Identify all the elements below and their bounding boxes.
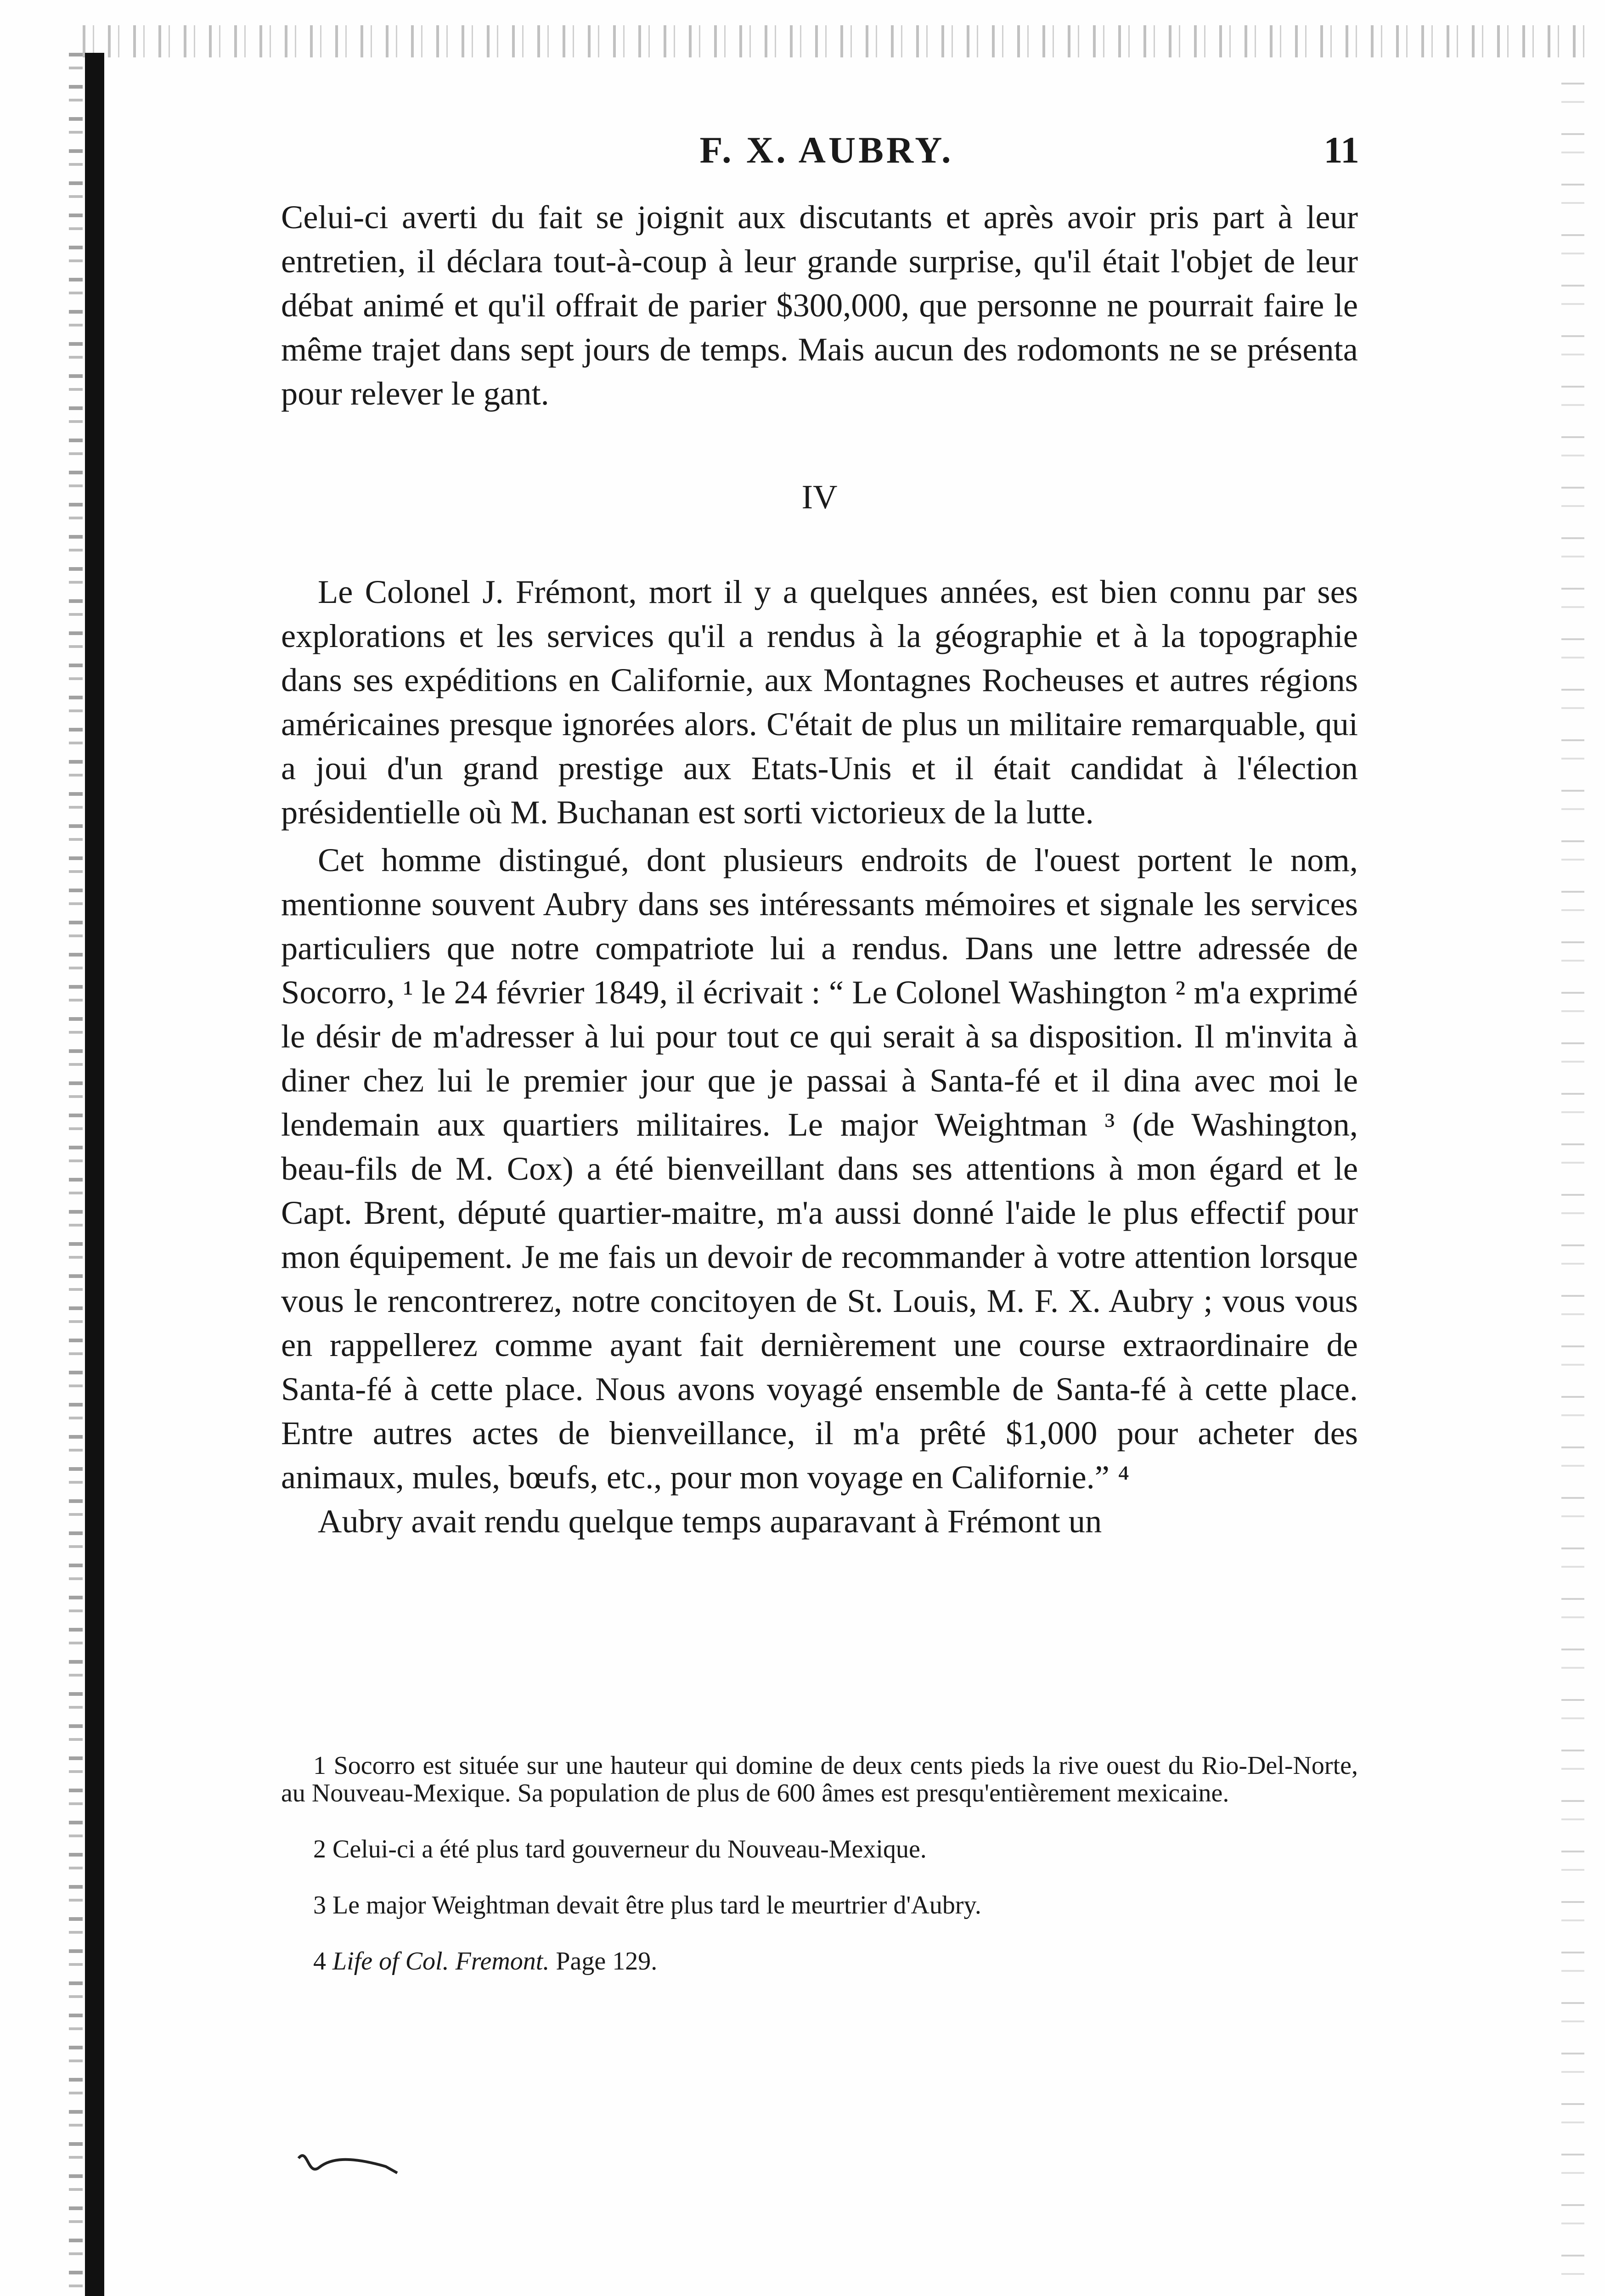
footnote-2: 2 Celui-ci a été plus tard gouverneur du Nouveau-Mexique. (313, 1835, 927, 1863)
footnote-4 (281, 1947, 1358, 1975)
footnote-3: 3 Le major Weightman devait être plus tard le meurtrier d'Aubry. (313, 1891, 981, 1919)
section-heading: IV (801, 478, 838, 516)
paragraph-3: Cet homme distingué, dont plusieurs endroits de l'ouest portent le nom, mentionne souvent Aubry dans ses intéressants mémoires et signale les services particuliers que notre compatriote lui a rendus. Dans une lettre adressée de Socorro, ¹ le 24 février 1849, il écrivait : “ Le Colonel Washington ² m'a exprimé le désir de m'adresser à lui pour tout ce qui serait à sa disposition. Il m'invita à diner chez lui le premier jour que je passai à Santa-fé et il dina avec moi le lendemain aux quartiers militaires. Le major Weightman ³ (de Washington, beau-fils de M. Cox) a été bienveillant dans ses attentions à mon égard et le Capt. Brent, député quartier-maitre, m'a aussi donné l'aide le plus effectif pour mon équipement. Je me fais un devoir de recommander à votre attention lorsque vous le rencontrerez, notre concitoyen de St. Louis, M. F. X. Aubry ; vous vous en rappellerez comme ayant fait dernièrement une course extraordinaire de Santa-fé à cette place. Nous avons voyagé ensemble de Santa-fé à cette place. Entre autres actes de bienveillance, il m'a prêté $1,000 pour acheter des animaux, mules, bœufs, etc., pour mon voyage en Californie.” ⁴ (281, 841, 1358, 1496)
binding-shadow (69, 53, 83, 2296)
scan-noise-right (1561, 83, 1584, 2296)
paragraph-1: Celui-ci averti du fait se joignit aux discutants et après avoir pris part à leur entretien, il déclara tout-à-coup à leur grande surprise, qu'il était l'objet de leur débat animé et qu'il offrait de parier $300,000, que personne ne pourrait faire le même trajet dans sept jours de temps. Mais aucun des rodomonts ne se présenta pour relever le gant. (281, 198, 1358, 412)
page-number: 11 (1323, 129, 1359, 171)
paragraph-4: Aubry avait rendu quelque temps auparavant à Frémont un (318, 1503, 1102, 1540)
footnote-4-number: 4 (313, 1947, 326, 1975)
footnote-1: 1 Socorro est située sur une hauteur qui domine de deux cents pieds la rive ouest du Rio-Del-Norte, au Nouveau-Mexique. Sa population de plus de 600 âmes est presqu'entièrement mexicaine. (281, 1751, 1358, 1807)
scan-noise-top (83, 25, 1598, 57)
paragraph-2: Le Colonel J. Frémont, mort il y a quelques années, est bien connu par ses explorations et les services qu'il a rendus à la géographie et à la topographie dans ses expéditions en Californie, aux Montagnes Rocheuses et autres régions américaines presque ignorées alors. C'était de plus un militaire remarquable, qui a joui d'un grand prestige aux Etats-Unis et il était candidat à l'élection présidentielle où M. Buchanan est sorti victorieux de la lutte. (281, 573, 1358, 831)
footnote-4-title: Life of Col. Fremont. (332, 1947, 550, 1975)
pen-mark-icon (294, 2144, 400, 2177)
running-title: F. X. AUBRY. (699, 129, 954, 171)
footnote-4-page: Page 129. (556, 1947, 658, 1975)
main-text (281, 195, 1358, 1543)
binding-edge (85, 53, 104, 2296)
running-head (294, 129, 1359, 179)
footnotes (281, 1752, 1358, 1975)
